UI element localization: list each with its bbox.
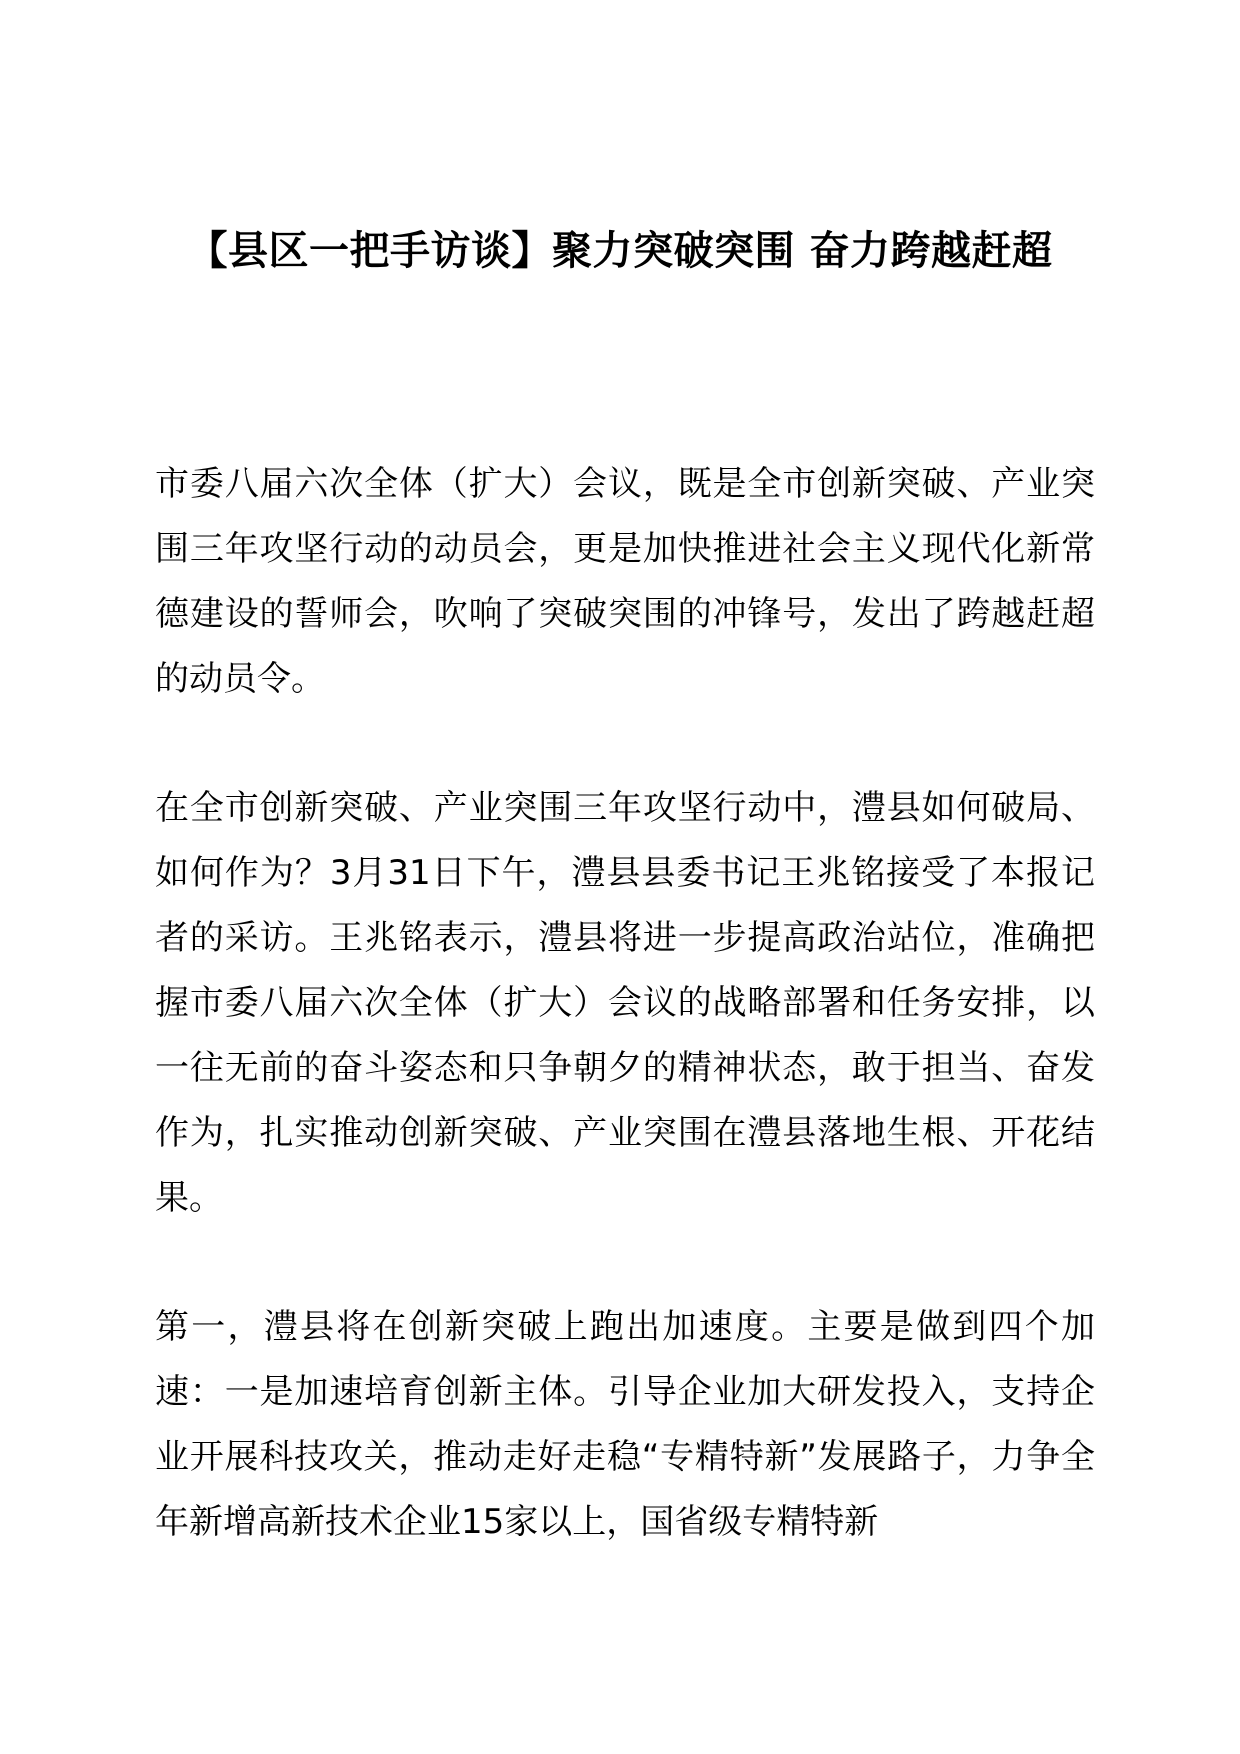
paragraph-1: 市委八届六次全体（扩大）会议，既是全市创新突破、产业突围三年攻坚行动的动员会，更是加快推进社会主义现代化新常德建设的誓师会，吹响了突破突围的冲锋号，发出了跨越赶超的动员令。	[155, 464, 1095, 699]
document-title: 【县区一把手访谈】聚力突破突围 奋力跨越赶超	[187, 228, 1053, 274]
paragraph-2: 在全市创新突破、产业突围三年攻坚行动中，澧县如何破局、如何作为？3月31日下午，澧县县委书记王兆铭接受了本报记者的采访。王兆铭表示，澧县将进一步提高政治站位，准确把握市委八届六次全体（扩大）会议的战略部署和任务安排，以一往无前的奋斗姿态和只争朝夕的精神状态，敢于担当、奋发作为，扎实推动创新突破、产业突围在澧县落地生根、开花结果。	[155, 788, 1095, 1218]
paragraph-3: 第一，澧县将在创新突破上跑出加速度。主要是做到四个加速：一是加速培育创新主体。引导企业加大研发投入，支持企业开展科技攻关，推动走好走稳“专精特新”发展路子，力争全年新增高新技术企业15家以上，国省级专精特新	[155, 1307, 1095, 1542]
document-body	[155, 452, 1095, 1619]
